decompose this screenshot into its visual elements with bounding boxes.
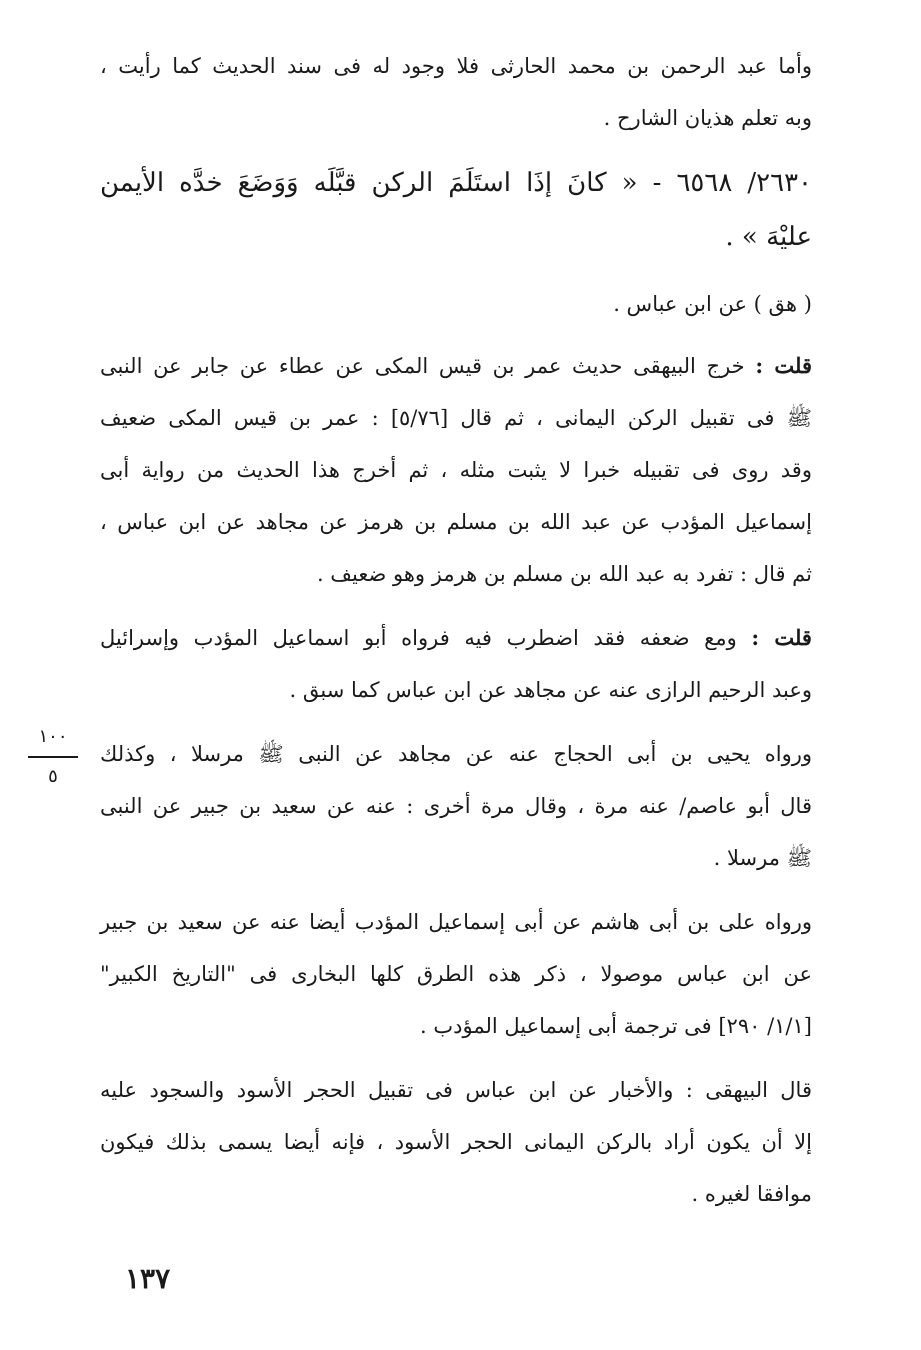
- text-line: ثم قال : تفرد به عبد الله بن مسلم بن هرمز وهو ضعيف .: [316, 562, 812, 586]
- text-line: إلا أن يكون أراد بالركن اليمانى الحجر الأسود ، فإنه أيضا يسمى بذلك فيكون: [100, 1130, 812, 1154]
- text-line: إسماعيل المؤدب عن عبد الله بن مسلم بن هرمز عن مجاهد عن ابن عباس ،: [100, 510, 812, 534]
- text-line: [100, 612, 812, 664]
- text-line: ﷺ فى تقبيل الركن اليمانى ، ثم قال [٥/٧٦] : عمر بن قيس المكى ضعيف: [100, 406, 812, 430]
- text-line: وعبد الرحيم الرازى عنه عن مجاهد عن ابن عباس كما سبق .: [289, 678, 812, 702]
- text-line: ورواه على بن أبى هاشم عن أبى إسماعيل المؤدب أيضا عنه عن سعيد بن جبير: [100, 910, 812, 934]
- margin-divider: [28, 756, 78, 758]
- margin-volume-reference: [28, 724, 78, 790]
- line-text: خرج البيهقى حديث عمر بن قيس المكى عن عطاء عن جابر عن النبى: [100, 354, 745, 378]
- text-line: [100, 340, 812, 392]
- page-body: [100, 40, 812, 1232]
- text-line: موافقا لغيره .: [691, 1182, 812, 1206]
- commentary-paragraph-3: [100, 728, 812, 884]
- commentary-paragraph-5: [100, 1064, 812, 1220]
- page-number: ١٣٧: [125, 1262, 171, 1295]
- hadith-line: عليْهَ » .: [725, 222, 812, 252]
- text-line: [١/١/ ٢٩٠] فى ترجمة أبى إسماعيل المؤدب .: [420, 1014, 812, 1038]
- commentary-paragraph-1: [100, 340, 812, 600]
- text-line: ﷺ مرسلا .: [713, 846, 812, 870]
- line-text: ومع ضعفه فقد اضطرب فيه فرواه أبو اسماعيل المؤدب وإسرائيل: [100, 626, 737, 650]
- text-line: ورواه يحيى بن أبى الحجاج عنه عن مجاهد عن النبى ﷺ مرسلا ، وكذلك: [100, 742, 812, 766]
- qultu-lead: قلت :: [755, 353, 812, 378]
- margin-top-number: ١٠٠: [38, 726, 68, 747]
- text-line: قال أبو عاصم/ عنه مرة ، وقال مرة أخرى : عنه عن سعيد بن جبير عن النبى: [100, 794, 812, 818]
- text-line: وبه تعلم هذيان الشارح .: [603, 106, 812, 130]
- hadith-text: [100, 156, 812, 264]
- margin-bottom-number: ٥: [48, 766, 58, 787]
- hadith-line: ٢٦٣٠/ ٦٥٦٨ - « كانَ إذَا استَلَمَ الركن قبَّلَه وَوَضَعَ خدَّه الأيمن: [100, 168, 812, 198]
- text-line: عن ابن عباس موصولا ، ذكر هذه الطرق كلها البخارى فى "التاريخ الكبير": [100, 962, 812, 986]
- text-line: وأما عبد الرحمن بن محمد الحارثى فلا وجود له فى سند الحديث كما رأيت ،: [100, 54, 812, 78]
- qultu-lead: قلت :: [751, 625, 812, 650]
- hadith-source: ( هق ) عن ابن عباس .: [613, 292, 812, 316]
- commentary-paragraph-2: [100, 612, 812, 716]
- text-line: وقد روى فى تقبيله خبرا لا يثبت مثله ، ثم أخرج هذا الحديث من رواية أبى: [100, 458, 812, 482]
- intro-paragraph: [100, 40, 812, 144]
- commentary-paragraph-4: [100, 896, 812, 1052]
- text-line: قال البيهقى : والأخبار عن ابن عباس فى تقبيل الحجر الأسود والسجود عليه: [100, 1078, 812, 1102]
